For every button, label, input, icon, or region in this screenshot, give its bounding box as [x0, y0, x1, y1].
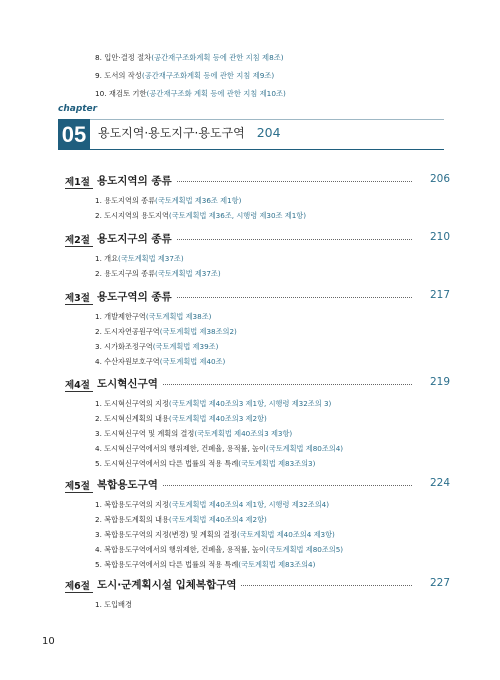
toc-item[interactable]: 4. 복합용도구역에서의 행위제한, 건폐율, 용적률, 높이(국토계획법 제80조의5) — [95, 545, 344, 554]
section-heading[interactable] — [65, 578, 450, 594]
section-page: 206 — [429, 173, 450, 185]
toc-section-1 — [65, 174, 450, 223]
section-heading[interactable] — [65, 232, 450, 248]
toc-item[interactable]: 1. 용도지역의 종류(국토계획법 제36조 제1항) — [95, 196, 242, 205]
section-heading[interactable] — [65, 478, 450, 494]
section-page: 217 — [429, 289, 450, 301]
toc-section-3 — [65, 290, 450, 369]
chapter-number-badge: 05 — [58, 119, 90, 149]
toc-item[interactable]: 1. 개요(국토계획법 제37조) — [95, 254, 184, 263]
toc-item[interactable]: 5. 도시혁신구역에서의 다른 법률의 적용 특례(국토계획법 제83조의3) — [95, 459, 316, 468]
section-title: 용도구역의 종류 — [97, 289, 176, 304]
section-number-underline — [65, 492, 93, 493]
section-page: 227 — [429, 577, 450, 589]
toc-item[interactable]: 3. 복합용도구역의 지정(변경) 및 계획의 결정(국토계획법 제40조의4 제3항) — [95, 530, 335, 539]
chapter-page: 204 — [256, 125, 281, 140]
section-number: 제4절 — [65, 380, 90, 391]
previous-chapter-items — [95, 49, 475, 103]
toc-item[interactable]: 2. 도시자연공원구역(국토계획법 제38조의2) — [95, 327, 237, 336]
section-page: 219 — [429, 376, 450, 388]
section-number-underline — [65, 246, 93, 247]
toc-item[interactable]: 1. 도시혁신구역의 지정(국토계획법 제40조의3 제1항, 시행령 제32조의 3) — [95, 399, 332, 408]
page-number: 10 — [42, 636, 55, 647]
toc-section-2 — [65, 232, 450, 281]
section-heading[interactable] — [65, 290, 450, 306]
toc-item[interactable]: 9. 도서의 작성(공간재구조화계획 등에 관한 지침 제9조) — [95, 71, 275, 80]
section-title: 도시혁신구역 — [97, 376, 162, 391]
section-number: 제5절 — [65, 481, 90, 492]
toc-section-6 — [65, 578, 450, 612]
toc-item[interactable]: 1. 도입배경 — [95, 600, 132, 609]
section-number-underline — [65, 188, 93, 189]
toc-item[interactable]: 4. 수산자원보호구역(국토계획법 제40조) — [95, 357, 226, 366]
chapter-divider — [58, 149, 444, 150]
section-title: 복합용도구역 — [97, 477, 162, 492]
section-page: 210 — [429, 231, 450, 243]
section-number: 제2절 — [65, 235, 90, 246]
toc-item[interactable]: 2. 도시지역의 용도지역(국토계획법 제36조, 시행령 제30조 제1항) — [95, 211, 307, 220]
toc-section-4 — [65, 377, 450, 471]
toc-item[interactable]: 1. 복합용도구역의 지정(국토계획법 제40조의4 제1항, 시행령 제32조의4) — [95, 500, 330, 509]
chapter-label: chapter — [58, 104, 98, 114]
chapter-title: 용도지역·용도지구·용도구역 — [98, 126, 245, 140]
toc-item[interactable]: 3. 도시혁신구역 및 계획의 결정(국토계획법 제40조의3 제3항) — [95, 429, 293, 438]
section-heading[interactable] — [65, 377, 450, 393]
toc-item[interactable]: 5. 복합용도구역에서의 다른 법률의 적용 특례(국토계획법 제83조의4) — [95, 560, 316, 569]
section-heading[interactable] — [65, 174, 450, 190]
toc-item[interactable]: 3. 시가화조정구역(국토계획법 제39조) — [95, 342, 219, 351]
toc-item[interactable]: 8. 입안·결정 절차(공간재구조화계획 등에 관한 지침 제8조) — [95, 53, 284, 62]
section-title: 도시·군계획시설 입체복합구역 — [97, 577, 241, 592]
toc-item[interactable]: 10. 재검토 기한(공간재구조화 계획 등에 관한 지침 제10조) — [95, 89, 286, 98]
toc-section-5 — [65, 478, 450, 572]
chapter-divider-top — [90, 119, 444, 120]
section-number: 제6절 — [65, 581, 90, 592]
section-number-underline — [65, 304, 93, 305]
section-title: 용도지역의 종류 — [97, 173, 176, 188]
toc-item[interactable]: 1. 개발제한구역(국토계획법 제38조) — [95, 312, 212, 321]
section-number-underline — [65, 592, 93, 593]
section-page: 224 — [429, 477, 450, 489]
section-number: 제3절 — [65, 293, 90, 304]
chapter-heading[interactable] — [98, 124, 281, 141]
section-number-underline — [65, 391, 93, 392]
section-title: 용도지구의 종류 — [97, 231, 176, 246]
toc-item[interactable]: 2. 용도지구의 종류(국토계획법 제37조) — [95, 269, 221, 278]
section-number: 제1절 — [65, 177, 90, 188]
toc-item[interactable]: 2. 도시혁신계획의 내용(국토계획법 제40조의3 제2항) — [95, 414, 267, 423]
toc-item[interactable]: 4. 도시혁신구역에서의 행위제한, 건폐율, 용적률, 높이(국토계획법 제80조의4) — [95, 444, 344, 453]
toc-item[interactable]: 2. 복합용도계획의 내용(국토계획법 제40조의4 제2항) — [95, 515, 267, 524]
